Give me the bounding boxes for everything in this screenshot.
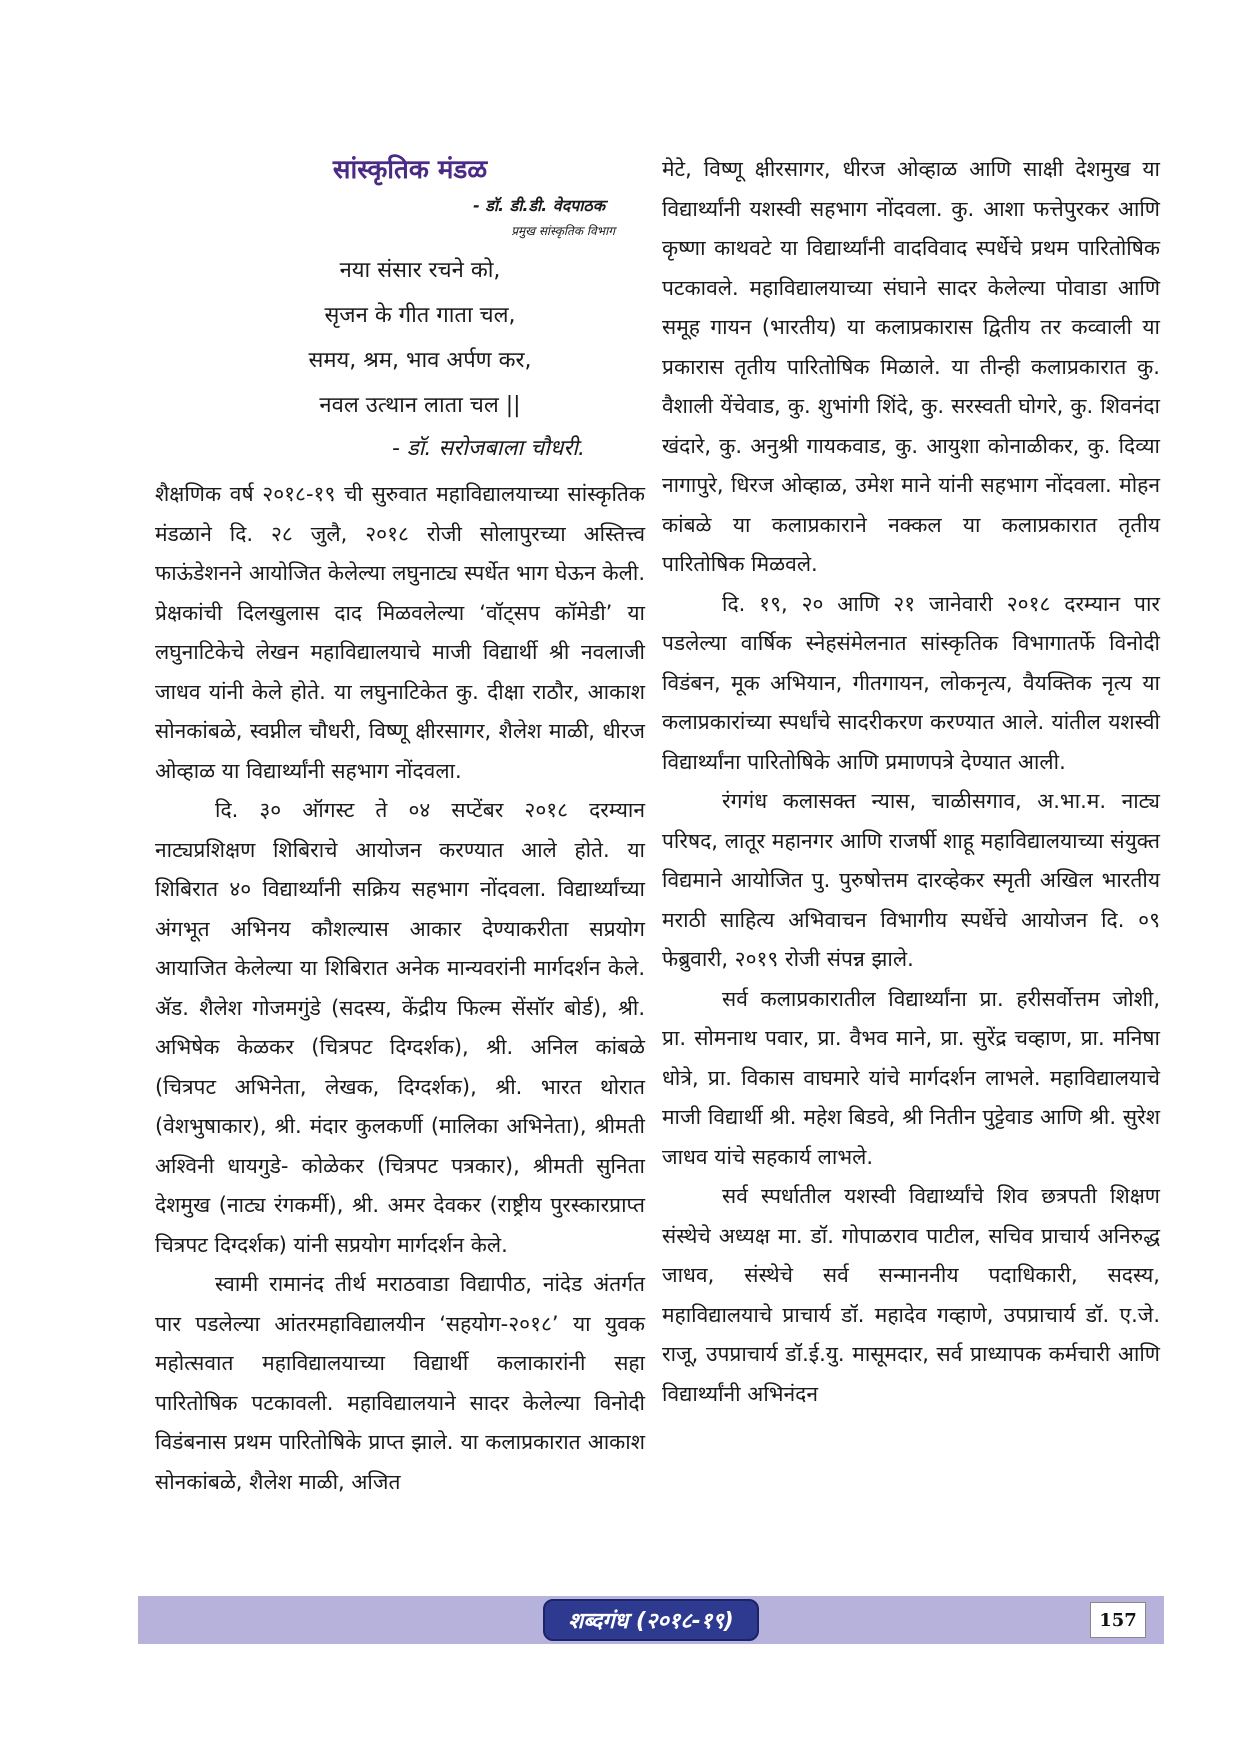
poem-line: सृजन के गीत गाता चल, [324,303,516,328]
paragraph: सर्व स्पर्धातील यशस्वी विद्यार्थ्यांचे शिव छत्रपती शिक्षण संस्थेचे अध्यक्ष मा. डॉ. गोपाळराव पाटील, सचिव प्राचार्य अनिरुद्ध जाधव, संस्थेचे सर्व सन्माननीय पदाधिकारी, सदस्य, महाविद्यालयाचे प्राचार्य डॉ. महादेव गव्हाणे, उपप्राचार्य डॉ. ए.जे. राजू, उपप्राचार्य डॉ.ई.यु. मासूमदार, सर्व प्राध्यापक कर्मचारी आणि विद्यार्थ्यांनी अभिनंदन [662,1184,1160,1406]
paragraph: सर्व कलाप्रकारातील विद्यार्थ्यांना प्रा. हरीसर्वोत्तम जोशी, प्रा. सोमनाथ पवार, प्रा. वैभव माने, प्रा. सुरेंद्र चव्हाण, प्रा. मनिषा धोत्रे, प्रा. विकास वाघमारे यांचे मार्गदर्शन लाभले. महाविद्यालयाचे माजी विद्यार्थी श्री. महेश बिडवे, श्री नितीन पुट्टेवाड आणि श्री. सुरेश जाधव यांचे सहकार्य लाभले. [662,986,1160,1169]
page-number: 157 [1090,1602,1146,1638]
publication-title: शब्दगंध (२०१८-१९) [543,1599,759,1641]
author-role: प्रमुख सांस्कृतिक विभाग [511,224,615,238]
paragraph: रंगगंध कलासक्त न्यास, चाळीसगाव, अ.भा.म. नाट्य परिषद, लातूर महानगर आणि राजर्षी शाहू महाविद्यालयाच्या संयुक्त विद्यमाने आयोजित पु. पुरुषोत्तम दारव्हेकर स्मृती अखिल भारतीय मराठी साहित्य अभिवाचन विभागीय स्पर्धेचे आयोजन दि. ०९ फेब्रुवारी, २०१९ रोजी संपन्न झाले. [662,789,1160,971]
poem-line: समय, श्रम, भाव अर्पण कर, [308,348,532,373]
paragraph: दि. ३० ऑगस्ट ते ०४ सप्टेंबर २०१८ दरम्यान नाट्यप्रशिक्षण शिबिराचे आयोजन करण्यात आले होते. या शिबिरात ४० विद्यार्थ्यांनी सक्रिय सहभाग नोंदवला. विद्यार्थ्यांच्या अंगभूत अभिनय कौशल्यास आकार देण्याकरीता सप्रयोग आयाजित केलेल्या या शिबिरात अनेक मान्यवरांनी मार्गदर्शन केले. ॲड. शैलेश गोजमगुंडे (सदस्य, केंद्रीय फिल्म सेंसॉर बोर्ड), श्री. अभिषेक केळकर (चित्रपट दिग्दर्शक), श्री. अनिल कांबळे (चित्रपट अभिनेता, लेखक, दिग्दर्शक), श्री. भारत थोरात (वेशभुषाकार), श्री. मंदार कुलकर्णी (मालिका अभिनेता), श्रीमती अश्विनी धायगुडे- कोळेकर (चित्रपट पत्रकार), श्रीमती सुनिता देशमुख (नाट्य रंगकर्मी), श्री. अमर देवकर (राष्ट्रीय पुरस्कारप्राप्त चित्रपट दिग्दर्शक) यांनी सप्रयोग मार्गदर्शन केले. [155,798,645,1257]
article-title: सांस्कृतिक मंडळ [332,155,488,185]
paragraph: मेटे, विष्णू क्षीरसागर, धीरज ओव्हाळ आणि साक्षी देशमुख या विद्यार्थ्यांनी यशस्वी सहभाग नोंदवला. कु. आशा फत्तेपुरकर आणि कृष्णा काथवटे या विद्यार्थ्यांनी वादविवाद स्पर्धेचे प्रथम पारितोषिक पटकावले. महाविद्यालयाच्या संघाने सादर केलेल्या पोवाडा आणि समूह गायन (भारतीय) या कलाप्रकारास द्वितीय तर कव्वाली या प्रकारास तृतीय पारितोषिक मिळाले. या तीन्ही कलाप्रकारात कु. वैशाली येंचेवाड, कु. शुभांगी शिंदे, कु. सरस्वती घोगरे, कु. शिवनंदा खंदारे, कु. अनुश्री गायकवाड, कु. आयुशा कोनाळीकर, कु. दिव्या नागापुरे, धिरज ओव्हाळ, उमेश माने यांनी सहभाग नोंदवला. मोहन कांबळे या कलाप्रकाराने नक्कल या कलाप्रकारात तृतीय पारितोषिक मिळवले. [662,157,1160,576]
article-author: - डॉ. डी.डी. वेदपाठक [473,196,605,215]
paragraph: दि. १९, २० आणि २१ जानेवारी २०१८ दरम्यान पार पडलेल्या वार्षिक स्नेहसंमेलनात सांस्कृतिक विभागातर्फे विनोदी विडंबन, मूक अभियान, गीतगायन, लोकनृत्य, वैयक्तिक नृत्य या कलाप्रकारांच्या स्पर्धांचे सादरीकरण करण्यात आले. यांतील यशस्वी विद्यार्थ्यांना पारितोषिके आणि प्रमाणपत्रे देण्यात आली. [662,591,1160,774]
poem-line: नया संसार रचने को, [339,258,501,283]
poem-line: नवल उत्थान लाता चल || [319,393,521,418]
paragraph: शैक्षणिक वर्ष २०१८-१९ ची सुरुवात महाविद्यालयाच्या सांस्कृतिक मंडळाने दि. २८ जुलै, २०१८ रोजी सोलापुरच्या अस्तित्त्व फाऊंडेशनने आयोजित केलेल्या लघुनाट्य स्पर्धेत भाग घेऊन केली. प्रेक्षकांची दिलखुलास दाद मिळवलेल्या ‘वॉट्सप कॉमेडी’ या लघुनाटिकेचे लेखन महाविद्यालयाचे माजी विद्यार्थी श्री नवलाजी जाधव यांनी केले होते. या लघुनाटिकेत कु. दीक्षा राठौर, आकाश सोनकांबळे, स्वप्नील चौधरी, विष्णू क्षीरसागर, शैलेश माळी, धीरज ओव्हाळ या विद्यार्थ्यांनी सहभाग नोंदवला. [155,482,645,783]
paragraph: स्वामी रामानंद तीर्थ मराठवाडा विद्यापीठ, नांदेड अंतर्गत पार पडलेल्या आंतरमहाविद्यालयीन ‘सहयोग-२०१८’ या युवक महोत्सवात महाविद्यालयाच्या विद्यार्थी कलाकारांनी सहा पारितोषिक पटकावली. महाविद्यालयाने सादर केलेल्या विनोदी विडंबनास प्रथम पारितोषिके प्राप्त झाले. या कलाप्रकारात आकाश सोनकांबळे, शैलेश माळी, अजित [155,1272,645,1494]
poem-block [155,249,645,469]
right-column [662,150,1160,1414]
page-footer [138,1596,1164,1644]
left-column [155,150,645,1502]
poem-attribution: - डॉ. सरोजबाला चौधरी. [391,436,585,461]
